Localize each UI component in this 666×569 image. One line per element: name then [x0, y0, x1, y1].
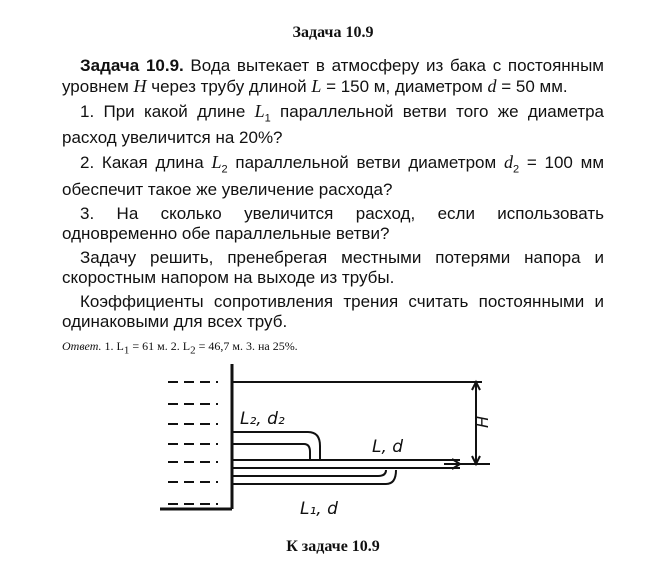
- text-span: 1. L: [101, 338, 124, 353]
- question-3: 3. На сколько увеличится расход, если использовать одновременно обе параллельные ветви?: [62, 203, 604, 243]
- branch-l2-top: [232, 432, 320, 460]
- question-2: [62, 152, 604, 199]
- text-span: = 150 м, диаметром: [321, 77, 488, 96]
- subscript: 2: [221, 163, 228, 176]
- var-L: L: [311, 76, 322, 96]
- figure-caption: К задаче 10.9: [286, 538, 380, 555]
- text-span: 2. Какая длина: [80, 153, 212, 173]
- text-span: 1. При какой длине: [80, 102, 255, 121]
- answer-label: Ответ.: [62, 338, 102, 353]
- label-l1-d: L₁, d: [300, 499, 338, 519]
- var-H: H: [133, 76, 147, 96]
- text-span: параллельной ветви диаметром: [227, 153, 504, 173]
- label-l-d: L, d: [372, 437, 404, 457]
- var-L1: L: [254, 101, 265, 121]
- label-l2-d2: L₂, d₂: [240, 409, 285, 429]
- text-span: = 50 мм.: [496, 77, 568, 96]
- question-1: [62, 101, 604, 148]
- var-d2: d: [503, 152, 513, 173]
- branch-l1-top: [232, 470, 386, 476]
- var-d: d: [487, 76, 497, 96]
- water-level-lines: [168, 382, 218, 504]
- text-span: через трубу длиной: [146, 77, 312, 96]
- problem-text: [62, 56, 604, 360]
- text-span: Вода вытекает в атмосферу из бака с постоянным уровнем: [62, 56, 604, 96]
- subscript: 1: [264, 112, 271, 125]
- text-span: = 100 мм обеспечит такое же увеличение расхода?: [62, 153, 605, 199]
- page-heading: Задача 10.9: [292, 24, 374, 41]
- subscript: 1: [123, 344, 130, 357]
- problem-statement: [62, 56, 604, 97]
- text-span: = 61 м. 2. L: [129, 338, 191, 353]
- text-span: = 46,7 м. 3. на 25%.: [195, 338, 298, 353]
- text-span: параллельной ветви того же диаметра расход увеличится на 20%?: [62, 102, 605, 148]
- answer-line: [62, 336, 604, 360]
- subscript: 2: [190, 344, 196, 357]
- problem-label: Задача 10.9.: [80, 56, 184, 75]
- note-2: Коэффициенты сопротивления трения считать постоянными и одинаковыми для всех труб.: [62, 291, 604, 331]
- subscript: 2: [512, 163, 520, 176]
- note-1: Задачу решить, пренебрегая местными потерями напора и скоростным напором на выходе из трубы.: [62, 247, 604, 287]
- branch-l2-bottom: [232, 444, 310, 460]
- label-h: H: [473, 415, 492, 428]
- pipe-diagram: [160, 364, 500, 534]
- var-L2: L: [211, 152, 222, 173]
